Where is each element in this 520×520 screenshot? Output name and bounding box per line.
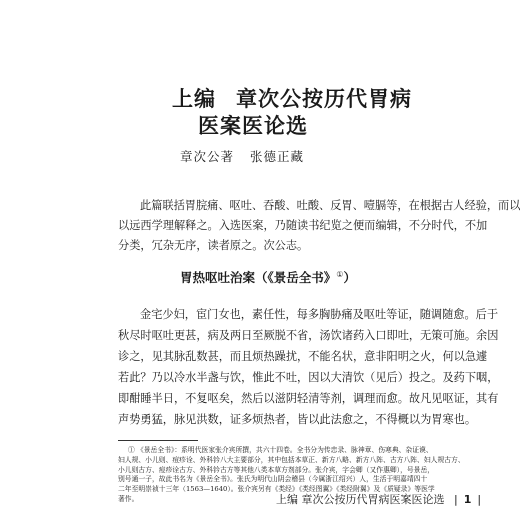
chapter-title-line1 [172,83,412,113]
case-paragraph [118,304,499,430]
body-line: 金宅少妇，宦门女也，素任性，每多胸胁痛及呕吐等证，随调随愈。后于 [140,308,499,321]
author-1: 章次公著 [180,149,235,164]
footnote-line: 著作。 [118,494,139,503]
footnote-line: 妇人规、小儿则、痘疹诠、外科钤八大主要部分，其中包括本草正、新方八略、新方八阵、古方八阵、妇人规古方、 [118,455,465,464]
running-part: 上编 [276,493,298,506]
footnote-marker: ① [336,269,344,279]
running-title: 章次公按历代胃病医案医论选 [301,493,445,506]
author-line [180,147,304,165]
section-heading [180,268,356,286]
section-heading-close: ） [343,270,356,285]
author-2: 张德正藏 [250,149,305,164]
body-line: 若此？乃以冷水半盏与饮，惟此不吐，因以大清饮（见后）投之。及药下咽， [118,371,499,384]
body-line: 秋尽时呕吐更甚，病及两日至厥脱不省，汤饮诸药入口即吐，无策可施。余因 [118,329,499,342]
chapter-title-line2: 医案医论选 [198,113,308,138]
part-label: 上编 [172,86,216,111]
intro-line: 以远西学理解释之。入选医案，乃随读书纪览之便而编辑，不分时代，不加 [118,219,488,232]
running-footer [276,491,487,507]
body-line: 声势勇猛，脉见洪数，证多烦热者，皆以此法愈之，不得概以为胃寒也。 [118,413,477,426]
running-separator: | [454,493,458,506]
footnote-divider [118,440,198,441]
body-line: 诊之，见其脉乱数甚，而且烦热躁扰，不能名状，意非阳明之火，何以急遽 [118,350,488,363]
footnote-line: 二年至明崇祯十三年（1563—1640）。张介宾另有《类经》《类经图翼》《类经附翼》及《质疑录》等医学 [118,485,435,494]
footnote-line: 小儿则古方、痘疹诠古方、外科钤古方等其他八类本草方剂部分。张介宾，字会卿（又作惠卿），号景岳， [118,465,435,474]
body-line: 即酣睡半日，不复呕矣，然后以滋阴轻清等剂，调理而愈。故凡见呕证，其有 [118,392,499,405]
intro-line: 分类，冗杂无序，读者原之。次公志。 [118,239,309,252]
footnote-line: ① 《景岳全书》：系明代医家张介宾所撰，共六十四卷。全书分为传忠录、脉神章、伤寒典、杂证谟、 [128,446,433,454]
chapter-title-text: 章次公按历代胃病 [236,86,412,111]
page-number: 1 [463,493,472,506]
running-separator-end: | [477,493,482,506]
intro-paragraph [118,196,520,256]
footnote-line: 别号通一子，故此书名为《景岳全书》。张氏为明代山阴会稽县（今属浙江绍兴）人，生活于明嘉靖四十 [118,475,428,484]
section-heading-text: 胃热呕吐治案（《景岳全书》 [180,270,337,285]
intro-line: 此篇联括胃脘痛、呕吐、吞酸、吐酸、反胃、噎膈等，在根据古人经验，而以 [140,199,520,212]
